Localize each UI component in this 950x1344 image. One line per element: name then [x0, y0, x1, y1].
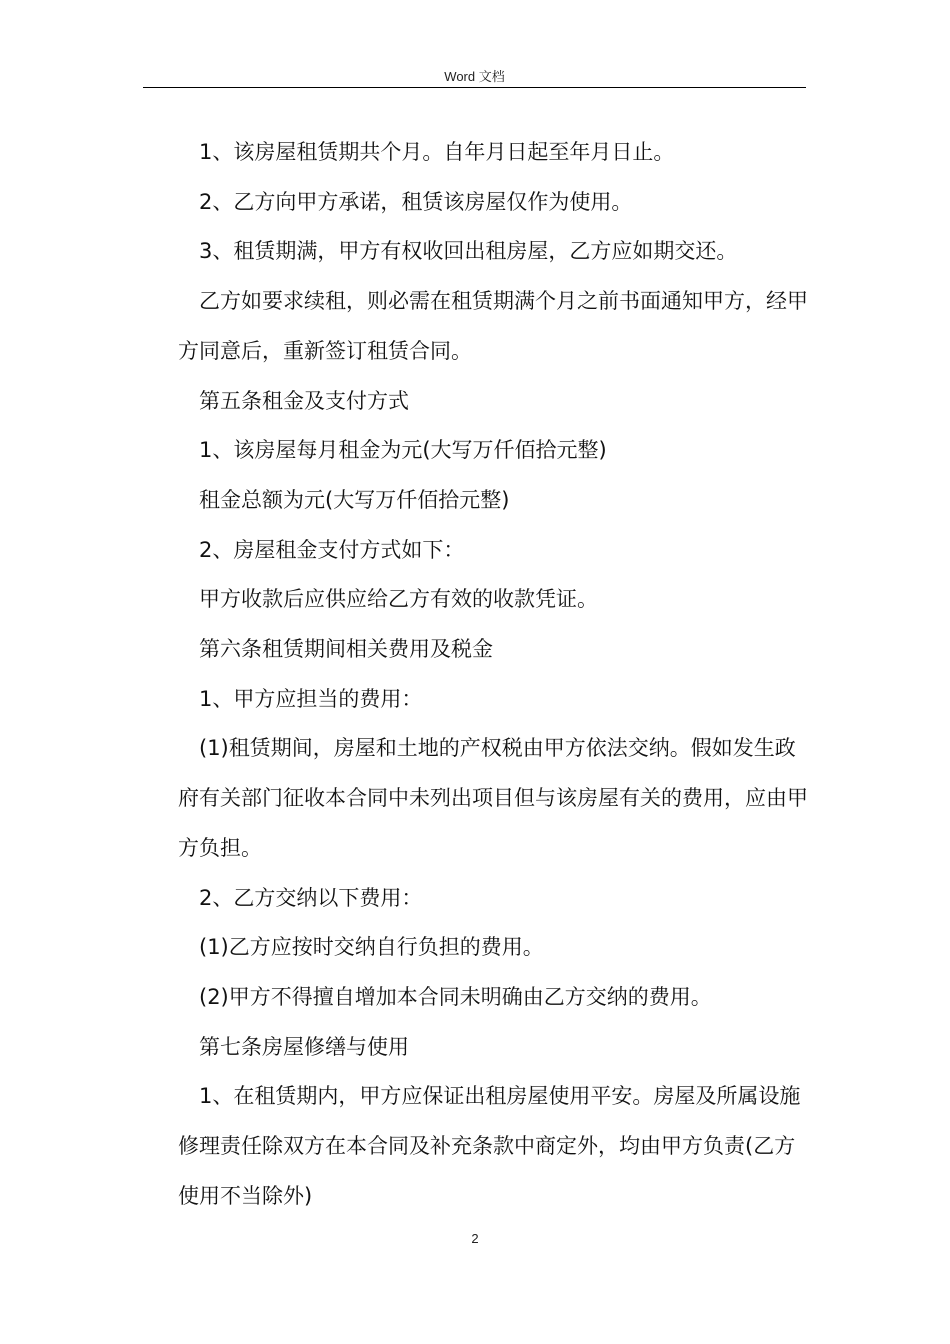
paragraph: 2、乙方交纳以下费用：	[199, 885, 423, 910]
paragraph: 3、租赁期满，甲方有权收回出租房屋，乙方应如期交还。	[199, 239, 738, 264]
paragraph: 1、该房屋每月租金为元(大写万仟佰拾元整)	[199, 438, 607, 463]
paragraph: 2、房屋租金支付方式如下：	[199, 537, 465, 562]
header-divider	[143, 87, 806, 88]
paragraph: 乙方如要求续租，则必需在租赁期满个月之前书面通知甲方，经甲方同意后，重新签订租赁合同。	[178, 289, 808, 363]
paragraph: (2)甲方不得擅自增加本合同未明确由乙方交纳的费用。	[199, 984, 712, 1009]
page-header: Word 文档	[444, 69, 505, 84]
paragraph: (1)租赁期间，房屋和土地的产权税由甲方依法交纳。假如发生政府有关部门征收本合同中未列出项目但与该房屋有关的费用，应由甲方负担。	[178, 736, 808, 860]
paragraph: 租金总额为元(大写万仟佰拾元整)	[199, 487, 510, 512]
section-heading: 第七条房屋修缮与使用	[199, 1034, 409, 1059]
paragraph: 1、该房屋租赁期共个月。自年月日起至年月日止。	[199, 140, 675, 164]
paragraph: (1)乙方应按时交纳自行负担的费用。	[199, 935, 544, 960]
page-number: 2	[471, 1231, 479, 1246]
paragraph: 1、甲方应担当的费用：	[199, 686, 423, 711]
paragraph: 甲方收款后应供应给乙方有效的收款凭证。	[199, 587, 598, 612]
paragraph: 2、乙方向甲方承诺，租赁该房屋仅作为使用。	[199, 189, 633, 214]
section-heading: 第五条租金及支付方式	[199, 388, 409, 413]
section-heading: 第六条租赁期间相关费用及税金	[199, 637, 493, 662]
paragraph: 1、在租赁期内，甲方应保证出租房屋使用平安。房屋及所属设施修理责任除双方在本合同及补充条款中商定外，均由甲方负责(乙方使用不当除外)	[178, 1084, 801, 1208]
document-body	[178, 128, 808, 1221]
